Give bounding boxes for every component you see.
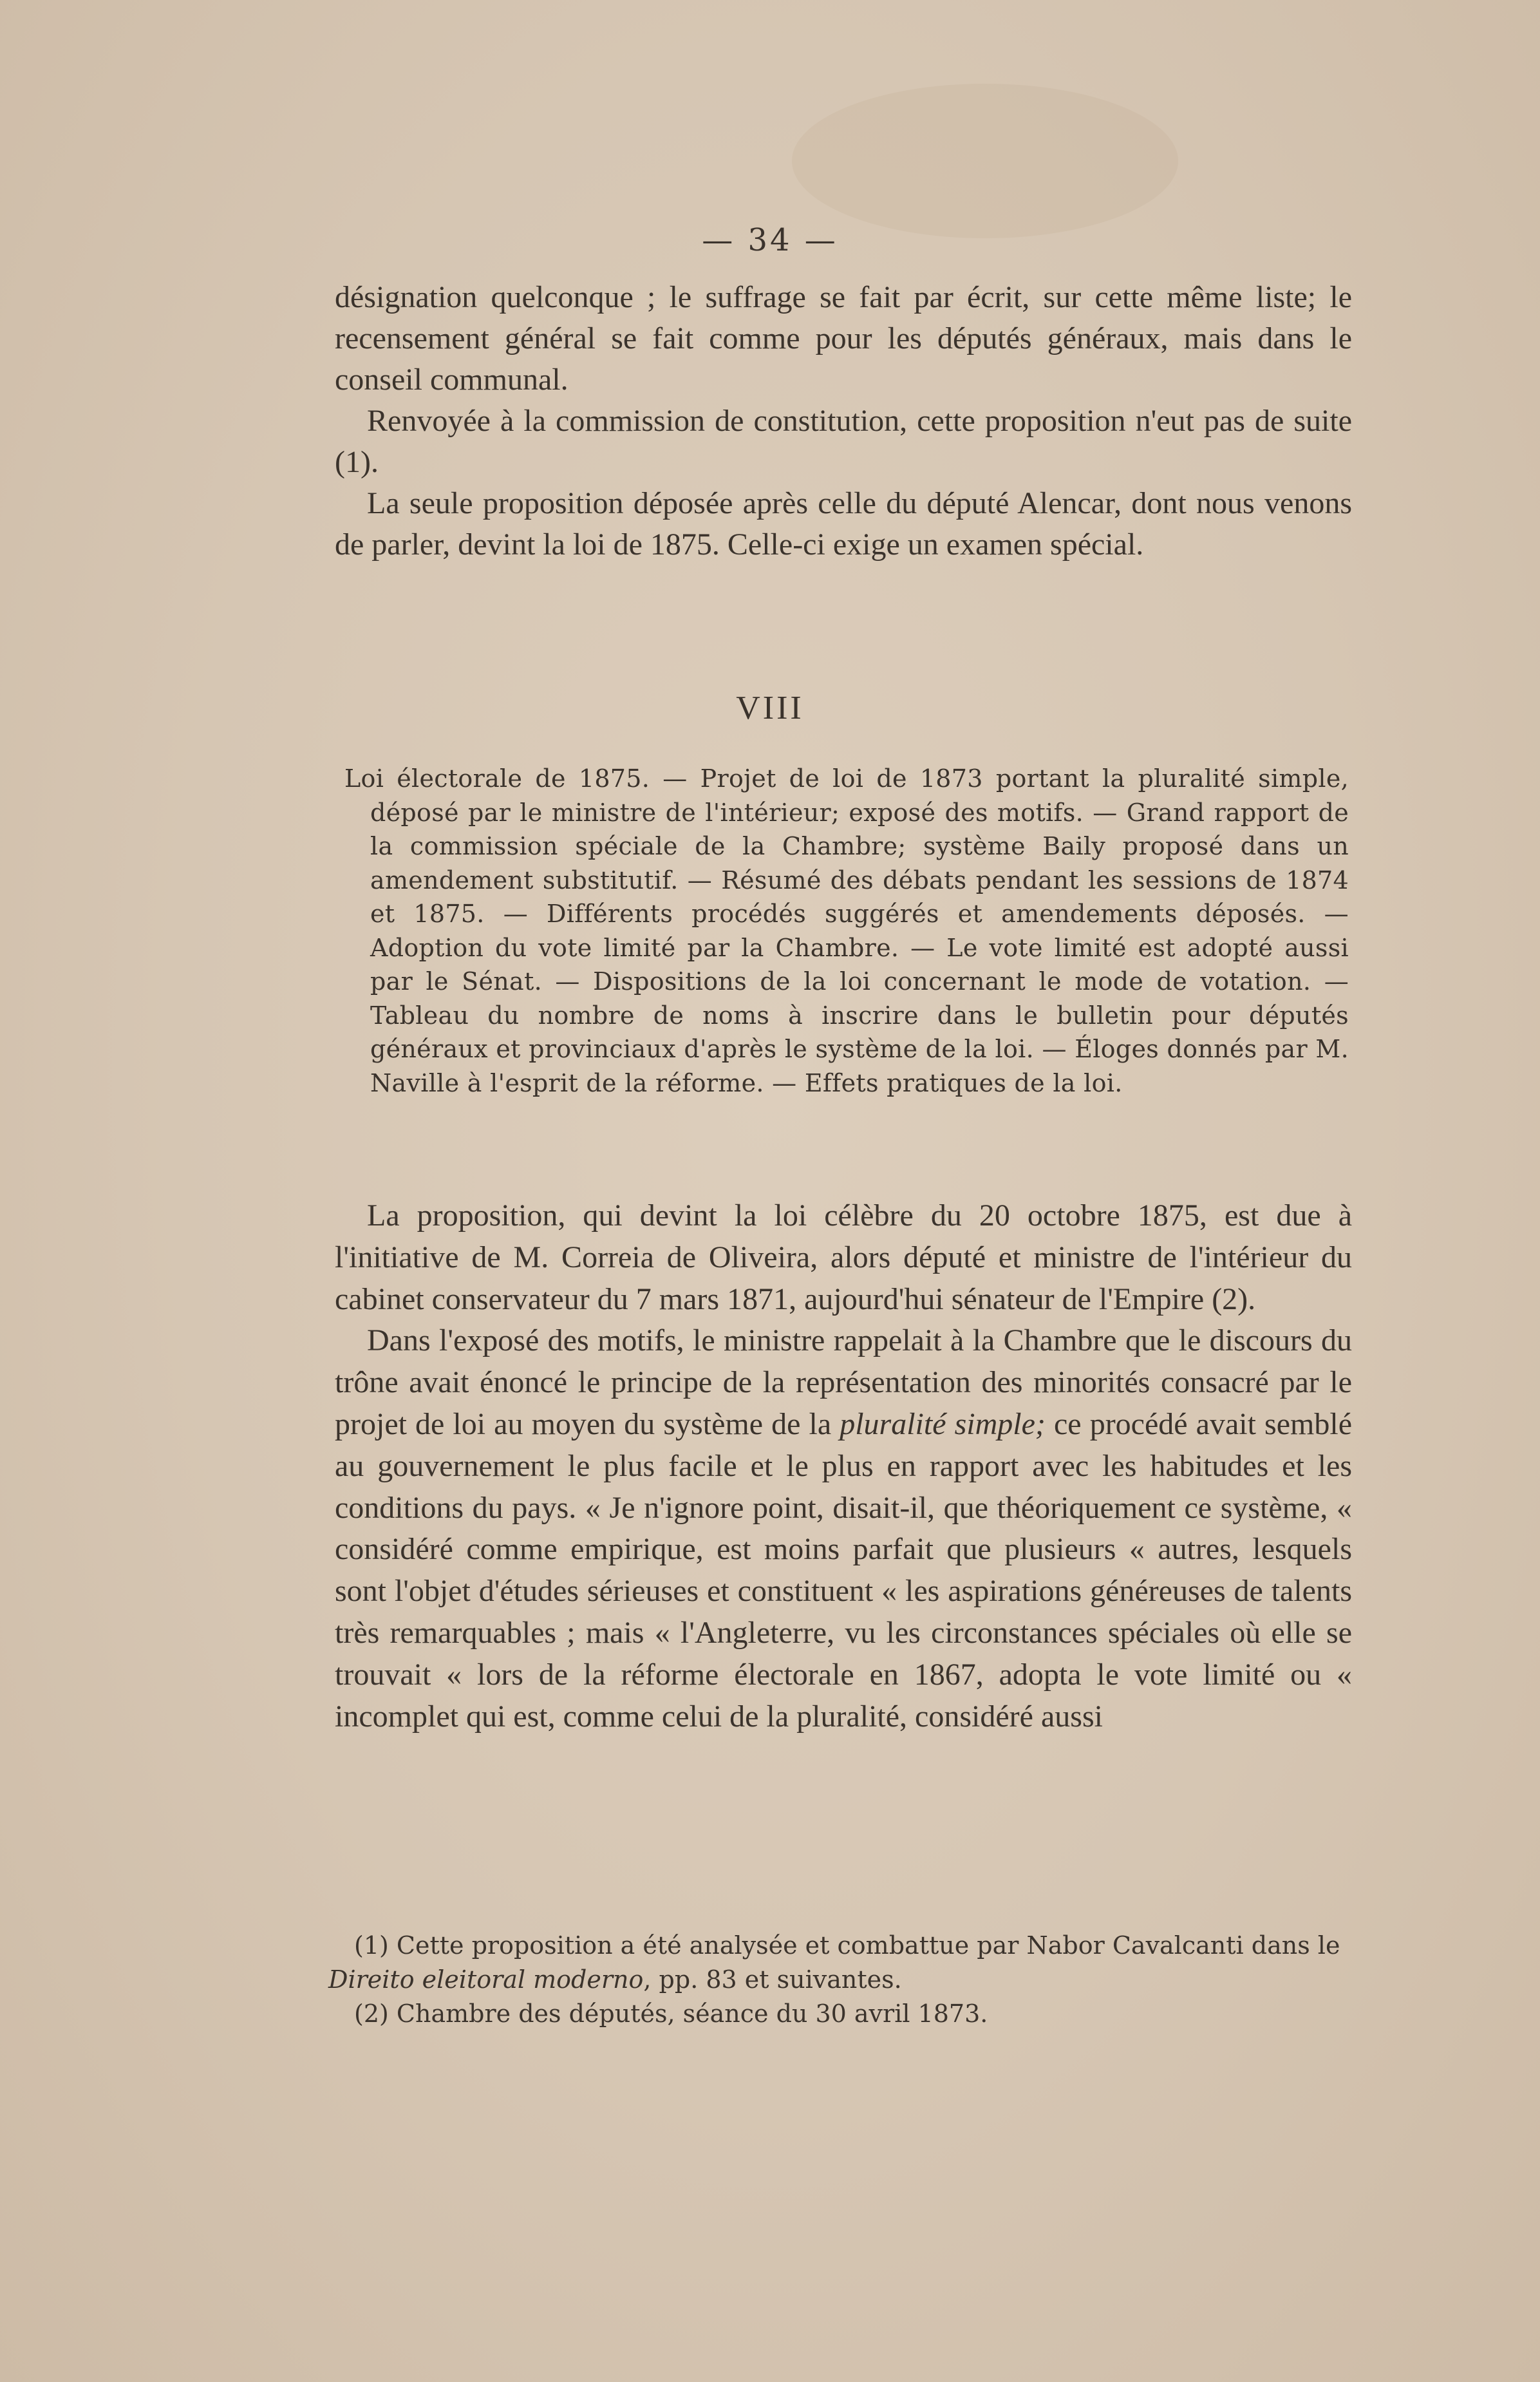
section-summary — [344, 762, 1349, 1100]
footnote-1 — [328, 1929, 1352, 1997]
main-text-block — [335, 1195, 1352, 1737]
paragraph-continuation: désignation quelconque ; le suffrage se fait par écrit, sur cette même liste; le recensement général se fait comme pour les députés généraux, mais dans le conseil communal. — [335, 280, 1352, 397]
top-text-block — [335, 277, 1352, 565]
paragraph: La seule proposition déposée après celle du député Alencar, dont nous venons de parler, devint la loi de 1875. Celle-ci exige un examen spécial. — [335, 486, 1352, 562]
footnote-text: (1) Cette proposition a été analysée et combattue par Nabor Cavalcanti dans le — [354, 1931, 1340, 1960]
section-heading: VIII — [736, 690, 804, 726]
footnote-title: Direito eleitoral moderno — [328, 1965, 644, 1994]
paragraph: Renvoyée à la commission de constitution, cette proposition n'eut pas de suite (1). — [335, 404, 1352, 479]
paragraph-text: Dans l'exposé des motifs, le ministre rappelait à la Chambre que le discours du trône avait énoncé le principe de la représentation des minorités consacré par le projet de loi au moyen du système de la — [335, 1323, 1352, 1441]
paper-stain — [792, 84, 1178, 238]
footnote-text: , pp. 83 et suivantes. — [643, 1965, 902, 1994]
paragraph: La proposition, qui devint la loi célèbre du 20 octobre 1875, est due à l'initiative de M. Correia de Oliveira, alors député et ministre de l'intérieur du cabinet conservateur du 7 mars 1871, aujourd'hui sénateur de l'Empire (2). — [335, 1198, 1352, 1316]
paragraph — [335, 1320, 1352, 1737]
italic-term: pluralité simple; — [840, 1406, 1046, 1441]
page-number: — 34 — — [702, 222, 838, 258]
summary-text: Loi électorale de 1875. — Projet de loi de 1873 portant la pluralité simple, déposé par le ministre de l'intérieur; exposé des motifs. — Grand rapport de la commission spéciale de la Chambre; système Baily proposé dans un amendement substitutif. — Résumé des débats pendant les sessions de 1874 et 1875. — Différents procédés suggérés et amendements déposés. — Adoption du vote limité par la Chambre. — Le vote limité est adopté aussi par le Sénat. — Dispositions de la loi concernant le mode de votation. — Tableau du nombre de noms à inscrire dans le bulletin pour députés généraux et provinciaux d'après le système de la loi. — Éloges donnés par M. Naville à l'esprit de la réforme. — Effets pratiques de la loi. — [344, 764, 1349, 1097]
footnotes — [328, 1929, 1352, 2031]
paragraph-text: ce procédé avait semblé au gouvernement le plus facile et le plus en rapport avec les habitudes et les conditions du pays. « Je n'ignore point, disait-il, que théoriquement ce système, « considéré comme empirique, est moins parfait que plusieurs « autres, lesquels sont l'objet d'études sérieuses et constituent « les aspirations généreuses de talents très remarquables ; mais « l'Angleterre, vu les circonstances spéciales où elle se trouvait « lors de la réforme électorale en 1867, adopta le vote limité ou « incomplet qui est, comme celui de la pluralité, considéré aussi — [335, 1406, 1352, 1734]
footnote-2: (2) Chambre des députés, séance du 30 avril 1873. — [354, 1999, 988, 2028]
